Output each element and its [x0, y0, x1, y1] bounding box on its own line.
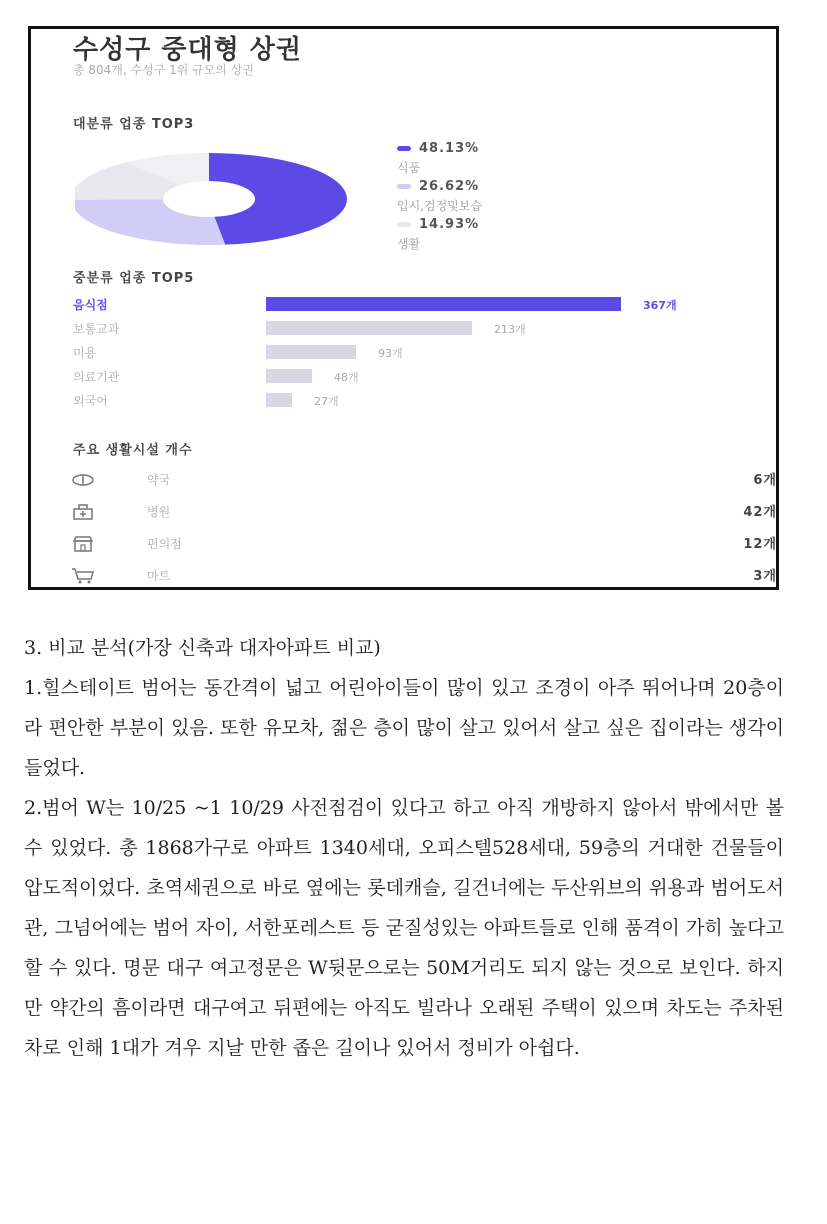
card-subtitle: 총 804개, 수성구 1위 규모의 상권 — [73, 63, 254, 77]
paragraph-hillstate: 1.힐스테이트 범어는 동간격이 넓고 어린아이들이 많이 있고 조경이 아주 뛰어나며 20층이라 편안한 부분이 있음. 또한 유모차, 젊은 층이 많이 살고 있어서 살고 싶은 집이라는 생각이 들었다. — [24, 677, 784, 779]
bar-label: 보통교과 — [73, 322, 120, 336]
facility-count: 6개 — [753, 473, 777, 488]
category-donut-chart — [75, 149, 355, 249]
card-title: 수성구 중대형 상권 — [73, 35, 303, 65]
hospital-icon — [71, 503, 95, 521]
top5-section-title: 중분류 업종 TOP5 — [73, 271, 195, 286]
facility-count: 3개 — [753, 569, 777, 584]
legend-swatch — [397, 184, 411, 189]
legend-pct: 14.93% — [419, 217, 480, 232]
legend-pct: 48.13% — [419, 141, 480, 156]
facility-row-convenience-store — [71, 533, 777, 557]
bar-value-label: 27개 — [314, 395, 339, 408]
legend-name: 생활 — [397, 237, 421, 251]
top3-section-title: 대분류 업종 TOP3 — [73, 117, 195, 132]
legend-name: 식품 — [397, 161, 421, 175]
commercial-district-card — [28, 26, 779, 590]
bar-label: 의료기관 — [73, 370, 120, 384]
facility-name: 병원 — [147, 505, 171, 519]
facility-name: 편의점 — [147, 537, 182, 551]
facility-count: 42개 — [743, 505, 777, 520]
section-heading: 3. 비교 분석(가장 신축과 대자아파트 비교) — [24, 637, 381, 659]
bar — [266, 369, 312, 383]
comparison-analysis-text — [24, 628, 784, 1068]
bar-label: 외국어 — [73, 394, 108, 408]
bar — [266, 393, 292, 407]
bar-value-label: 93개 — [378, 347, 403, 360]
facility-count: 12개 — [743, 537, 777, 552]
facility-row-hospital — [71, 501, 777, 525]
legend-pct: 26.62% — [419, 179, 480, 194]
legend-item-3 — [397, 217, 480, 251]
bar — [266, 297, 621, 311]
facility-row-pharmacy — [71, 469, 777, 493]
donut-slice-2 — [75, 199, 225, 245]
facility-name: 마트 — [147, 569, 171, 583]
facility-name: 약국 — [147, 473, 171, 487]
bar — [266, 345, 356, 359]
bar-label: 미용 — [73, 346, 97, 360]
bar-value-label: 367개 — [643, 299, 677, 312]
legend-swatch — [397, 146, 411, 151]
bar-value-label: 213개 — [494, 323, 526, 336]
legend-swatch — [397, 222, 411, 227]
legend-item-1 — [397, 141, 480, 175]
store-icon — [71, 535, 95, 553]
paragraph-beomeo-w: 2.범어 W는 10/25 ~1 10/29 사전점검이 있다고 하고 아직 개방하지 않아서 밖에서만 볼 수 있었다. 총 1868가구로 아파트 1340세대, 오피스텔528세대, 59층의 거대한 건물들이 압도적이었다. 초역세권으로 바로 옆에는 롯데캐슬, 길건너에는 두산위브의 위용과 범어도서관, 그넘어에는 범어 자이, 서한포레스트 등 굳질성있는 아파트들로 인해 품격이 가히 높다고 할 수 있다. 명문 대구 여고정문은 W뒷문으로는 50M거리도 되지 않는 것으로 보인다. 하지만 약간의 흠이라면 대구여고 뒤편에는 아직도 빌라나 오래된 주택이 있으며 차도는 주차된 차로 인해 1대가 겨우 지날 만한 좁은 길이나 있어서 정비가 아쉽다. — [24, 797, 784, 1059]
bar-label: 음식점 — [73, 298, 108, 312]
bar — [266, 321, 472, 335]
facilities-section-title: 주요 생활시설 개수 — [73, 443, 193, 458]
pill-icon — [71, 471, 95, 489]
donut-slice-1 — [209, 153, 347, 245]
facility-row-mart — [71, 565, 777, 589]
legend-item-2 — [397, 179, 482, 213]
legend-name: 입시,검정및보습 — [397, 199, 482, 213]
bar-value-label: 48개 — [334, 371, 359, 384]
cart-icon — [71, 567, 95, 585]
